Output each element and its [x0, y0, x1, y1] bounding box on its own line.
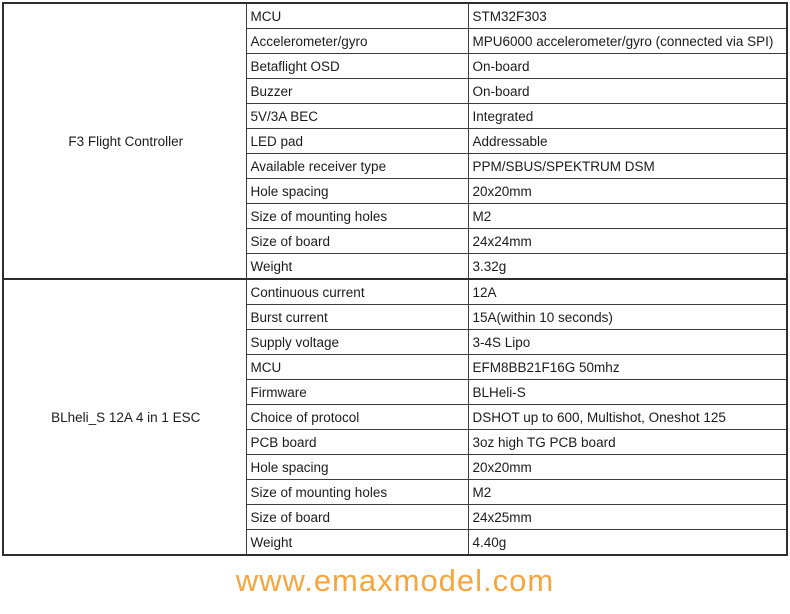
spec-label: Accelerometer/gyro — [246, 29, 468, 54]
spec-value: Addressable — [468, 129, 787, 154]
spec-label: Weight — [246, 254, 468, 280]
spec-value: 15A(within 10 seconds) — [468, 305, 787, 330]
spec-label: Size of mounting holes — [246, 480, 468, 505]
spec-value: On-board — [468, 54, 787, 79]
spec-value: EFM8BB21F16G 50mhz — [468, 355, 787, 380]
table-row — [3, 279, 787, 305]
spec-label: Available receiver type — [246, 154, 468, 179]
spec-label: Weight — [246, 530, 468, 556]
spec-label: MCU — [246, 3, 468, 29]
spec-label: Burst current — [246, 305, 468, 330]
spec-value: 3.32g — [468, 254, 787, 280]
spec-value: 24x24mm — [468, 229, 787, 254]
spec-value: PPM/SBUS/SPEKTRUM DSM — [468, 154, 787, 179]
spec-value: MPU6000 accelerometer/gyro (connected via SPI) — [468, 29, 787, 54]
spec-value: 3oz high TG PCB board — [468, 430, 787, 455]
spec-label: Hole spacing — [246, 455, 468, 480]
spec-label: Hole spacing — [246, 179, 468, 204]
spec-label: LED pad — [246, 129, 468, 154]
spec-value: 20x20mm — [468, 455, 787, 480]
spec-label: Continuous current — [246, 279, 468, 305]
spec-value: 20x20mm — [468, 179, 787, 204]
spec-value: 24x25mm — [468, 505, 787, 530]
spec-label: Firmware — [246, 380, 468, 405]
spec-value: DSHOT up to 600, Multishot, Oneshot 125 — [468, 405, 787, 430]
spec-label: Buzzer — [246, 79, 468, 104]
spec-label: Size of board — [246, 505, 468, 530]
spec-label: Size of board — [246, 229, 468, 254]
spec-label: Size of mounting holes — [246, 204, 468, 229]
spec-table — [2, 2, 788, 556]
spec-value: 12A — [468, 279, 787, 305]
spec-value: BLHeli-S — [468, 380, 787, 405]
website-url: www.emaxmodel.com — [235, 563, 555, 598]
section-title-blheli-esc: BLheli_S 12A 4 in 1 ESC — [3, 279, 246, 555]
spec-value: M2 — [468, 480, 787, 505]
spec-label: MCU — [246, 355, 468, 380]
spec-label: Choice of protocol — [246, 405, 468, 430]
spec-value: STM32F303 — [468, 3, 787, 29]
spec-value: On-board — [468, 79, 787, 104]
spec-label: PCB board — [246, 430, 468, 455]
spec-label: Supply voltage — [246, 330, 468, 355]
spec-value: 4.40g — [468, 530, 787, 556]
spec-value: Integrated — [468, 104, 787, 129]
spec-label: Betaflight OSD — [246, 54, 468, 79]
spec-label: 5V/3A BEC — [246, 104, 468, 129]
table-row — [3, 3, 787, 29]
spec-value: M2 — [468, 204, 787, 229]
section-title-f3-flight-controller: F3 Flight Controller — [3, 3, 246, 279]
spec-value: 3-4S Lipo — [468, 330, 787, 355]
